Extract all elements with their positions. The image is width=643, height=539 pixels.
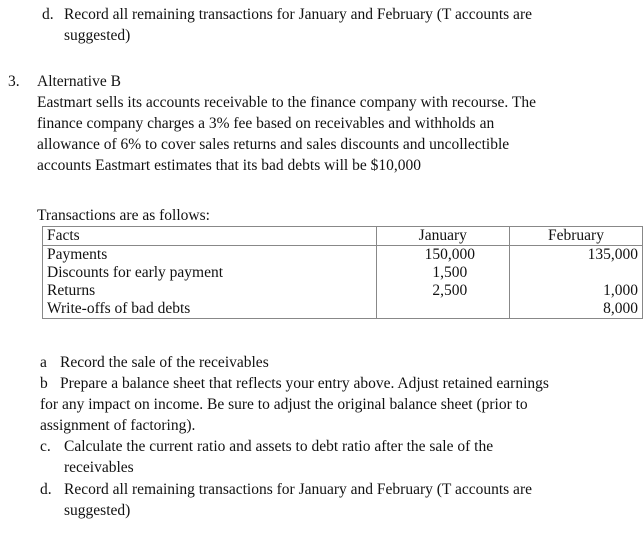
- february-cell: [509, 246, 642, 319]
- january-cell: [376, 246, 509, 319]
- question-a-letter: a: [40, 354, 47, 371]
- question-b-letter: b: [40, 375, 48, 392]
- paragraph-line: allowance of 6% to cover sales returns and sales discounts and uncollectible: [37, 136, 510, 153]
- question-b-line-3: assignment of factoring).: [40, 417, 196, 434]
- top-item-line-2: suggested): [64, 27, 131, 44]
- facts-cell: [43, 246, 377, 319]
- paragraph-line: finance company charges a 3% fee based on receivables and withholds an: [37, 115, 495, 132]
- section-title: Alternative B: [37, 73, 121, 90]
- question-c-line-1: Calculate the current ratio and assets to debt ratio after the sale of the: [64, 438, 494, 455]
- header-facts: Facts: [43, 227, 377, 246]
- question-d-line-2: suggested): [64, 502, 131, 519]
- february-payments: 135,000: [587, 246, 638, 263]
- transactions-table: [42, 226, 643, 319]
- fact-returns: Returns: [47, 282, 96, 299]
- january-discounts: 1,500: [432, 264, 468, 281]
- paragraph-line: accounts Eastmart estimates that its bad debts will be $10,000: [37, 157, 421, 174]
- header-february: February: [509, 227, 642, 246]
- fact-payments: Payments: [47, 246, 108, 263]
- february-returns: 1,000: [603, 282, 638, 299]
- top-item-line-1: Record all remaining transactions for January and February (T accounts are: [64, 6, 532, 23]
- question-a-text: Record the sale of the receivables: [60, 354, 269, 371]
- february-writeoffs: 8,000: [603, 300, 638, 317]
- question-b-line-1: Prepare a balance sheet that reflects your entry above. Adjust retained earnings: [60, 375, 549, 392]
- transactions-intro: Transactions are as follows:: [37, 207, 210, 224]
- question-d-line-1: Record all remaining transactions for January and February (T accounts are: [64, 481, 532, 498]
- question-d-letter: d.: [40, 481, 52, 498]
- january-returns: 2,500: [432, 282, 468, 299]
- header-january: January: [376, 227, 509, 246]
- question-c-letter: c.: [40, 438, 51, 455]
- table-row: [43, 246, 643, 319]
- section-number: 3.: [8, 73, 20, 90]
- top-item-letter: d.: [42, 6, 54, 23]
- question-c-line-2: receivables: [64, 459, 134, 476]
- question-b-line-2: for any impact on income. Be sure to adjust the original balance sheet (prior to: [40, 396, 528, 413]
- paragraph-line: Eastmart sells its accounts receivable to the finance company with recourse. The: [37, 94, 536, 111]
- fact-discounts: Discounts for early payment: [47, 264, 224, 281]
- fact-writeoffs: Write-offs of bad debts: [47, 300, 191, 317]
- january-payments: 150,000: [424, 246, 475, 263]
- section-paragraph: [37, 92, 536, 176]
- table-header-row: [43, 227, 643, 246]
